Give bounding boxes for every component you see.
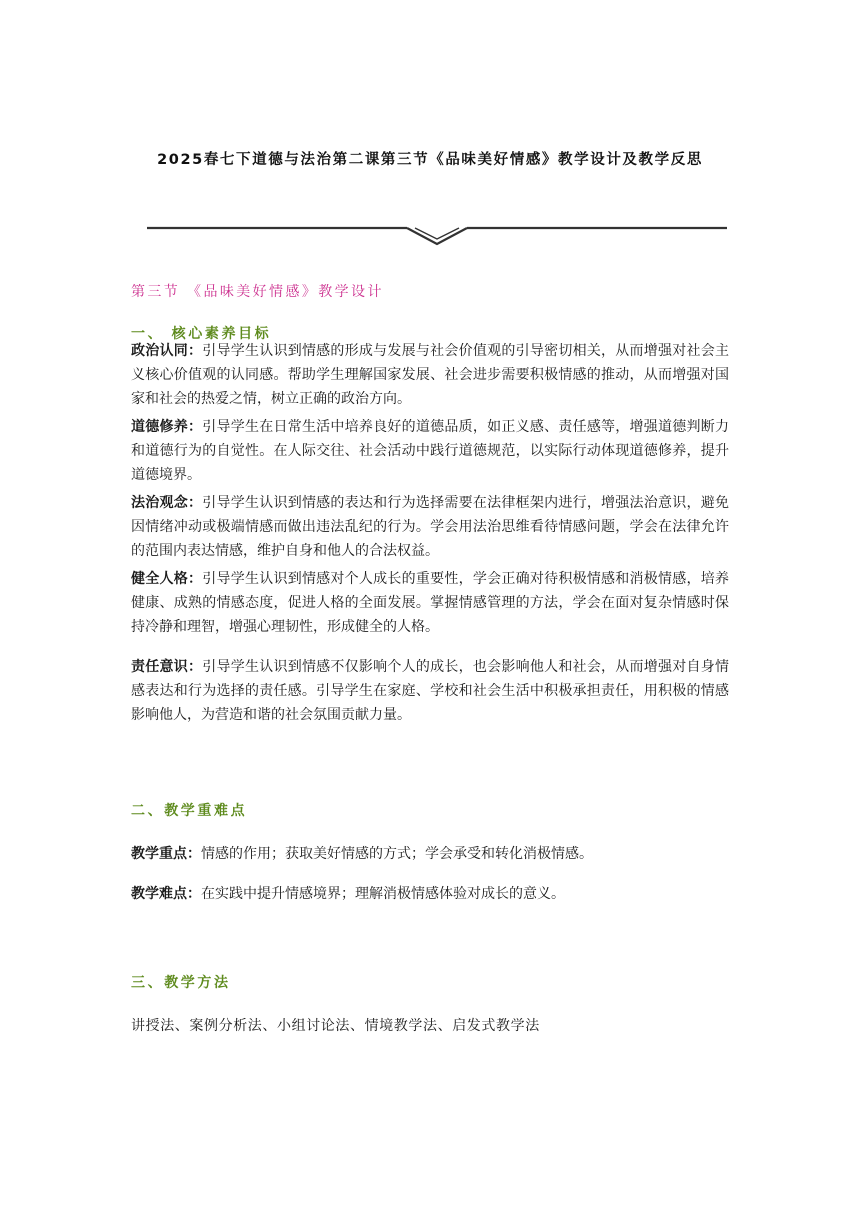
- goal-label: 政治认同：: [131, 343, 203, 359]
- title-divider: [145, 222, 729, 248]
- key-point-text: 情感的作用；获取美好情感的方式；学会承受和转化消极情感。: [201, 846, 593, 862]
- difficult-point-label: 教学难点：: [131, 886, 201, 902]
- goal-text: 引导学生认识到情感对个人成长的重要性，学会正确对待积极情感和消极情感，培养健康、成熟的情感态度，促进人格的全面发展。掌握情感管理的方法，学会在面对复杂情感时保持冷静和理智，增强心理韧性，形成健全的人格。: [131, 571, 730, 635]
- key-point: [131, 842, 729, 866]
- goal-moral-cultivation: [131, 415, 729, 487]
- section-heading-core-goals: 一、 核心素养目标: [131, 326, 272, 342]
- goal-label: 责任意识：: [131, 659, 203, 675]
- goal-text: 引导学生在日常生活中培养良好的道德品质，如正义感、责任感等，增强道德判断力和道德行为的自觉性。在人际交往、社会活动中践行道德规范，以实际行动体现道德修养，提升道德境界。: [131, 419, 730, 483]
- goal-political-identity: [131, 339, 729, 411]
- goal-text: 引导学生认识到情感不仅影响个人的成长，也会影响他人和社会，从而增强对自身情感表达和行为选择的责任感。引导学生在家庭、学校和社会生活中积极承担责任，用积极的情感影响他人，为营造和谐的社会氛围贡献力量。: [131, 659, 730, 723]
- document-title: 2025春七下道德与法治第二课第三节《品味美好情感》教学设计及教学反思: [157, 152, 703, 168]
- section-heading-methods: 三、教学方法: [131, 975, 231, 991]
- goal-label: 道德修养：: [131, 419, 203, 435]
- goal-text: 引导学生认识到情感的表达和行为选择需要在法律框架内进行，增强法治意识，避免因情绪冲动或极端情感而做出违法乱纪的行为。学会用法治思维看待情感问题，学会在法律允许的范围内表达情感，维护自身和他人的合法权益。: [131, 495, 730, 559]
- teaching-methods-text: 讲授法、案例分析法、小组讨论法、情境教学法、启发式教学法: [131, 1018, 540, 1034]
- goal-label: 法治观念：: [131, 495, 203, 511]
- difficult-point-text: 在实践中提升情感境界；理解消极情感体验对成长的意义。: [201, 886, 565, 902]
- difficult-point: [131, 882, 729, 906]
- section-heading-key-points: 二、教学重难点: [131, 803, 248, 819]
- goal-sound-personality: [131, 567, 729, 639]
- key-point-label: 教学重点：: [131, 846, 201, 862]
- goal-label: 健全人格：: [131, 571, 203, 587]
- goal-rule-of-law: [131, 491, 729, 563]
- lesson-heading: 第三节 《品味美好情感》教学设计: [131, 284, 384, 300]
- goal-responsibility: [131, 655, 729, 727]
- goal-text: 引导学生认识到情感的形成与发展与社会价值观的引导密切相关，从而增强对社会主义核心价值观的认同感。帮助学生理解国家发展、社会进步需要积极情感的推动，从而增强对国家和社会的热爱之情，树立正确的政治方向。: [131, 343, 730, 407]
